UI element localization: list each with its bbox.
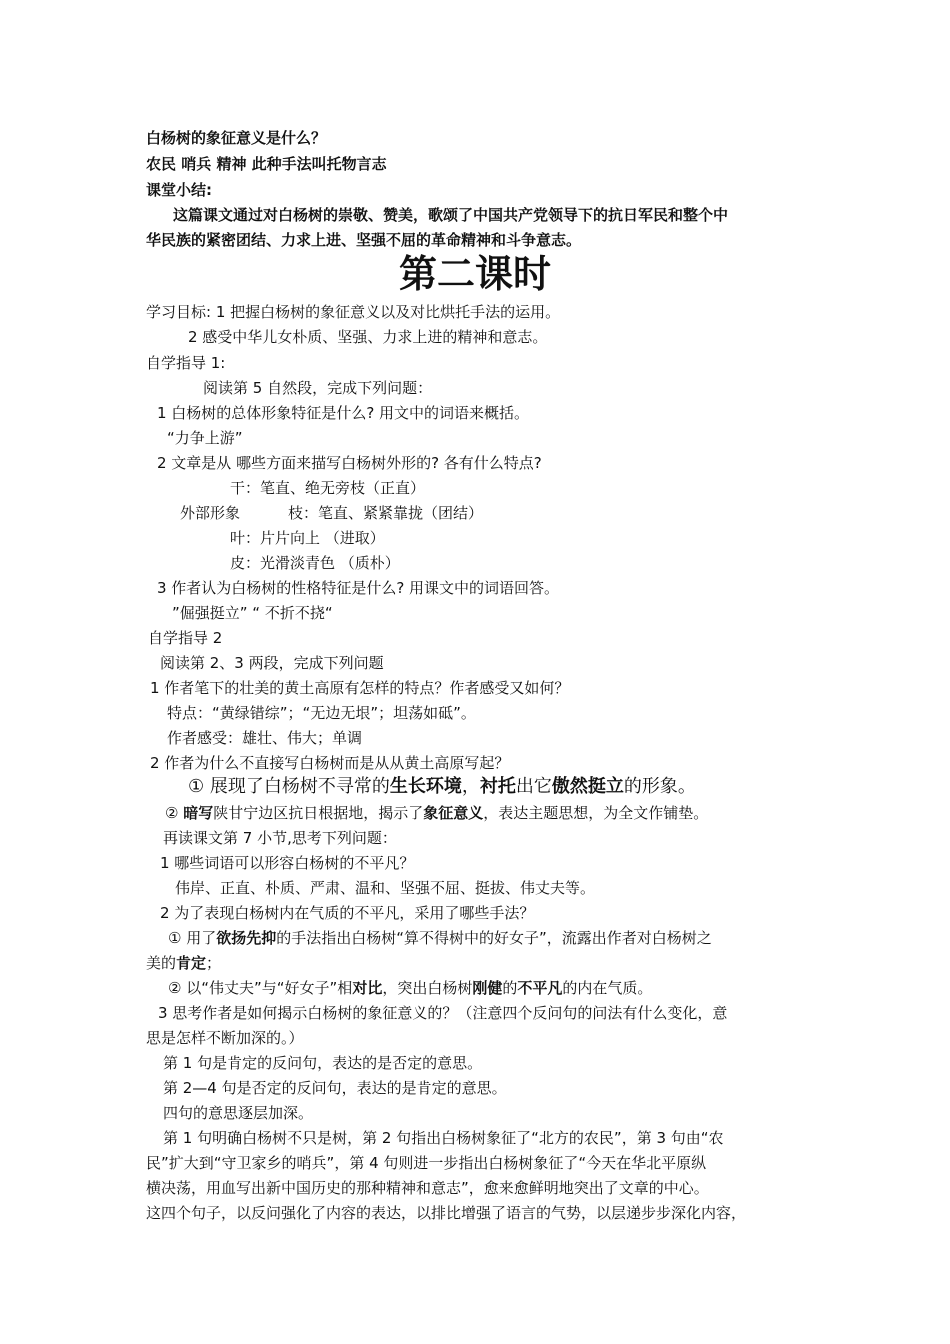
text-segment: 的内在气质。 xyxy=(562,979,653,997)
text-segment: ② xyxy=(165,804,184,822)
text-segment: ① 用了 xyxy=(168,929,217,947)
features-answer: 特点：“黄绿错综”；“无边无垠”；坦荡如砥”。 xyxy=(167,704,476,722)
feelings-answer: 作者感受：雄壮、伟大；单调 xyxy=(167,729,363,747)
text-segment: 陕甘宁边区抗日根据地，揭示了 xyxy=(213,804,424,822)
summary-text-2: 华民族的紧密团结、力求上进、坚强不屈的革命精神和斗争意志。 xyxy=(146,231,582,249)
text-segment: 的 xyxy=(502,979,518,997)
text-segment: 出它 xyxy=(515,776,552,797)
trunk-feature: 干：笔直、绝无旁枝（正直） xyxy=(230,479,426,497)
leaf-feature: 叶：片片向上 （进取） xyxy=(230,529,385,547)
question-1: 1 白杨树的总体形象特征是什么? 用文中的词语来概括。 xyxy=(157,404,530,422)
bark-feature: 皮：光滑淡青色 （质朴） xyxy=(230,554,400,572)
self-study-guide-2: 自学指导 2 xyxy=(148,629,223,647)
answer-5-point-1 xyxy=(188,777,950,797)
emphasis: 暗写 xyxy=(183,804,214,822)
emphasis: 对比 xyxy=(352,979,383,997)
question-symbolic-meaning: 白杨树的象征意义是什么？ xyxy=(146,129,327,147)
answer-7-point-2 xyxy=(168,978,950,998)
answer-5-point-2 xyxy=(165,803,950,823)
question-6: 1 哪些词语可以形容白杨树的不平凡？ xyxy=(160,854,415,872)
answer-8-line-2: 第 2—4 句是否定的反问句，表达的是肯定的意思。 xyxy=(163,1079,507,1097)
answer-8-line-4: 第 1 句明确白杨树不只是树，第 2 句指出白杨树象征了“北方的农民”，第 3 句由“农 xyxy=(163,1129,724,1147)
emphasis: 刚健 xyxy=(472,979,503,997)
emphasis: 生长环境 xyxy=(389,776,462,797)
question-8: 3 思考作者是如何揭示白杨树的象征意义的？（注意四个反问句的问法有什么变化，意 xyxy=(158,1004,728,1022)
answer-6: 伟岸、正直、朴质、严肃、温和、坚强不屈、挺拔、伟丈夫等。 xyxy=(175,879,596,897)
text-segment: ； xyxy=(206,954,222,972)
reading-instruction-3: 再读课文第 7 小节,思考下列问题： xyxy=(163,829,397,847)
summary-heading: 课堂小结: xyxy=(146,181,212,199)
emphasis: 象征意义 xyxy=(423,804,484,822)
emphasis: 傲然挺立 xyxy=(551,776,624,797)
reading-instruction-2: 阅读第 2、3 两段，完成下列问题 xyxy=(160,654,384,672)
summary-text-1: 这篇课文通过对白杨树的崇敬、赞美，歌颂了中国共产党领导下的抗日军民和整个中 xyxy=(173,206,729,224)
question-7: 2 为了表现白杨树内在气质的不平凡，采用了哪些手法？ xyxy=(160,904,535,922)
text-segment: 的形象。 xyxy=(623,776,696,797)
answer-7-point-1 xyxy=(168,928,950,948)
answer-symbolism: 农民 哨兵 精神 此种手法叫托物言志 xyxy=(146,155,387,173)
answer-8-line-1: 第 1 句是肯定的反问句，表达的是否定的意思。 xyxy=(163,1054,483,1072)
question-2: 2 文章是从 哪些方面来描写白杨树外形的? 各有什么特点? xyxy=(157,454,542,472)
answer-8-line-7: 这四个句子，以反问强化了内容的表达，以排比增强了语言的气势，以层递步步深化内容， xyxy=(146,1204,747,1222)
answer-3: ”倔强挺立” “ 不折不挠“ xyxy=(172,604,333,622)
appearance-label: 外部形象 xyxy=(180,504,241,522)
text-segment: ① 展现了白杨树不寻常的 xyxy=(188,776,390,797)
text-segment: ② 以“伟丈夫”与“好女子”相 xyxy=(168,979,353,997)
answer-8-line-5: 民”扩大到“守卫家乡的哨兵”，第 4 句则进一步指出白杨树象征了“今天在华北平原纵 xyxy=(146,1154,707,1172)
text-segment: 的手法指出白杨树“算不得树中的好女子”，流露出作者对白杨树之 xyxy=(276,929,712,947)
text-segment: ，突出白杨树 xyxy=(382,979,473,997)
reading-instruction-1: 阅读第 5 自然段，完成下列问题： xyxy=(203,379,433,397)
self-study-guide-1: 自学指导 1: xyxy=(146,354,226,372)
learning-goal-2: 2 感受中华儿女朴质、坚强、力求上进的精神和意志。 xyxy=(188,328,548,346)
question-8-cont: 思是怎样不断加深的。） xyxy=(146,1029,304,1047)
emphasis: 不平凡 xyxy=(517,979,563,997)
emphasis: 衬托 xyxy=(479,776,516,797)
text-segment: ， xyxy=(461,776,480,797)
emphasis: 欲扬先抑 xyxy=(216,929,277,947)
text-segment: ，表达主题思想，为全文作铺垫。 xyxy=(483,804,709,822)
learning-goal-1: 学习目标: 1 把握白杨树的象征意义以及对比烘托手法的运用。 xyxy=(146,303,561,321)
answer-1: “力争上游” xyxy=(167,429,243,447)
text-segment: 美的 xyxy=(146,954,177,972)
emphasis: 肯定 xyxy=(176,954,207,972)
question-5: 2 作者为什么不直接写白杨树而是从从黄土高原写起？ xyxy=(150,754,510,772)
question-4: 1 作者笔下的壮美的黄土高原有怎样的特点？作者感受又如何？ xyxy=(150,679,570,697)
answer-8-line-6: 横决荡，用血写出新中国历史的那种精神和意志”，愈来愈鲜明地突出了文章的中心。 xyxy=(146,1179,709,1197)
answer-8-line-3: 四句的意思逐层加深。 xyxy=(163,1104,314,1122)
branch-feature: 枝：笔直、紧紧靠拢（团结） xyxy=(288,504,484,522)
lesson-title: 第二课时 xyxy=(398,251,551,296)
answer-7-point-1-cont xyxy=(146,953,950,973)
question-3: 3 作者认为白杨树的性格特征是什么? 用课文中的词语回答。 xyxy=(157,579,560,597)
